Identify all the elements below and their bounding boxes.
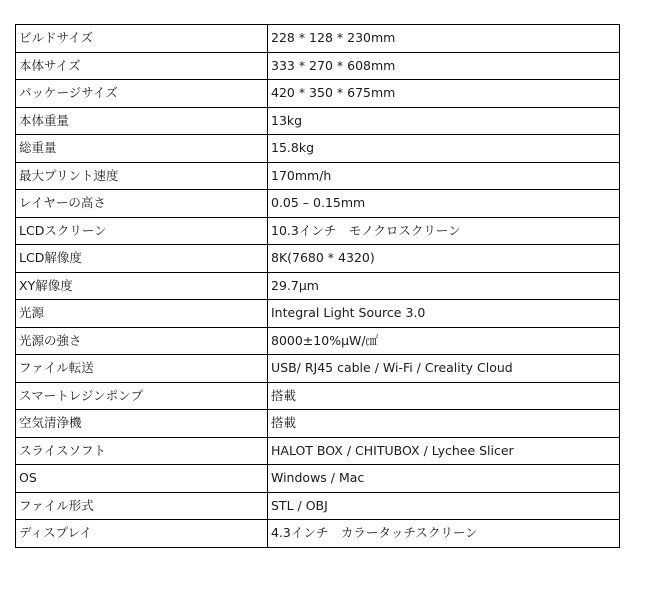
table-row — [16, 217, 620, 245]
spec-label: 光源の強さ — [16, 327, 268, 355]
spec-value: 13kg — [268, 107, 620, 135]
spec-label: LCD解像度 — [16, 245, 268, 273]
spec-value: 10.3インチ モノクロスクリーン — [268, 217, 620, 245]
spec-value: 29.7μm — [268, 272, 620, 300]
spec-label: 空気清浄機 — [16, 410, 268, 438]
spec-value: HALOT BOX / CHITUBOX / Lychee Slicer — [268, 437, 620, 465]
spec-value: 搭載 — [268, 410, 620, 438]
table-row — [16, 162, 620, 190]
spec-value: Integral Light Source 3.0 — [268, 300, 620, 328]
spec-value: 8000±10%μW/㎠ — [268, 327, 620, 355]
table-row — [16, 272, 620, 300]
spec-label: スマートレジンポンプ — [16, 382, 268, 410]
spec-value: 420 * 350 * 675mm — [268, 80, 620, 108]
spec-value: 333 * 270 * 608mm — [268, 52, 620, 80]
spec-value: 0.05 – 0.15mm — [268, 190, 620, 218]
spec-table — [15, 24, 620, 548]
table-row — [16, 382, 620, 410]
table-row — [16, 410, 620, 438]
table-row — [16, 465, 620, 493]
spec-label: ディスプレイ — [16, 520, 268, 548]
spec-label: ファイル転送 — [16, 355, 268, 383]
spec-label: 光源 — [16, 300, 268, 328]
table-row — [16, 437, 620, 465]
table-row — [16, 107, 620, 135]
spec-value: 15.8kg — [268, 135, 620, 163]
spec-value: 228 * 128 * 230mm — [268, 25, 620, 53]
spec-label: スライスソフト — [16, 437, 268, 465]
table-row — [16, 135, 620, 163]
spec-value: 8K(7680 * 4320) — [268, 245, 620, 273]
table-row — [16, 25, 620, 53]
table-row — [16, 520, 620, 548]
spec-table-body — [16, 25, 620, 548]
spec-label: ビルドサイズ — [16, 25, 268, 53]
table-row — [16, 52, 620, 80]
spec-value: 170mm/h — [268, 162, 620, 190]
spec-label: XY解像度 — [16, 272, 268, 300]
spec-value: STL / OBJ — [268, 492, 620, 520]
spec-value: 搭載 — [268, 382, 620, 410]
spec-label: OS — [16, 465, 268, 493]
table-row — [16, 355, 620, 383]
spec-label: レイヤーの高さ — [16, 190, 268, 218]
table-row — [16, 492, 620, 520]
spec-value: Windows / Mac — [268, 465, 620, 493]
table-row — [16, 245, 620, 273]
spec-label: 本体サイズ — [16, 52, 268, 80]
spec-value: 4.3インチ カラータッチスクリーン — [268, 520, 620, 548]
spec-value: USB/ RJ45 cable / Wi-Fi / Creality Cloud — [268, 355, 620, 383]
spec-label: 最大プリント速度 — [16, 162, 268, 190]
spec-label: LCDスクリーン — [16, 217, 268, 245]
table-row — [16, 327, 620, 355]
spec-label: ファイル形式 — [16, 492, 268, 520]
table-row — [16, 80, 620, 108]
spec-label: パッケージサイズ — [16, 80, 268, 108]
spec-label: 総重量 — [16, 135, 268, 163]
spec-label: 本体重量 — [16, 107, 268, 135]
table-row — [16, 190, 620, 218]
table-row — [16, 300, 620, 328]
